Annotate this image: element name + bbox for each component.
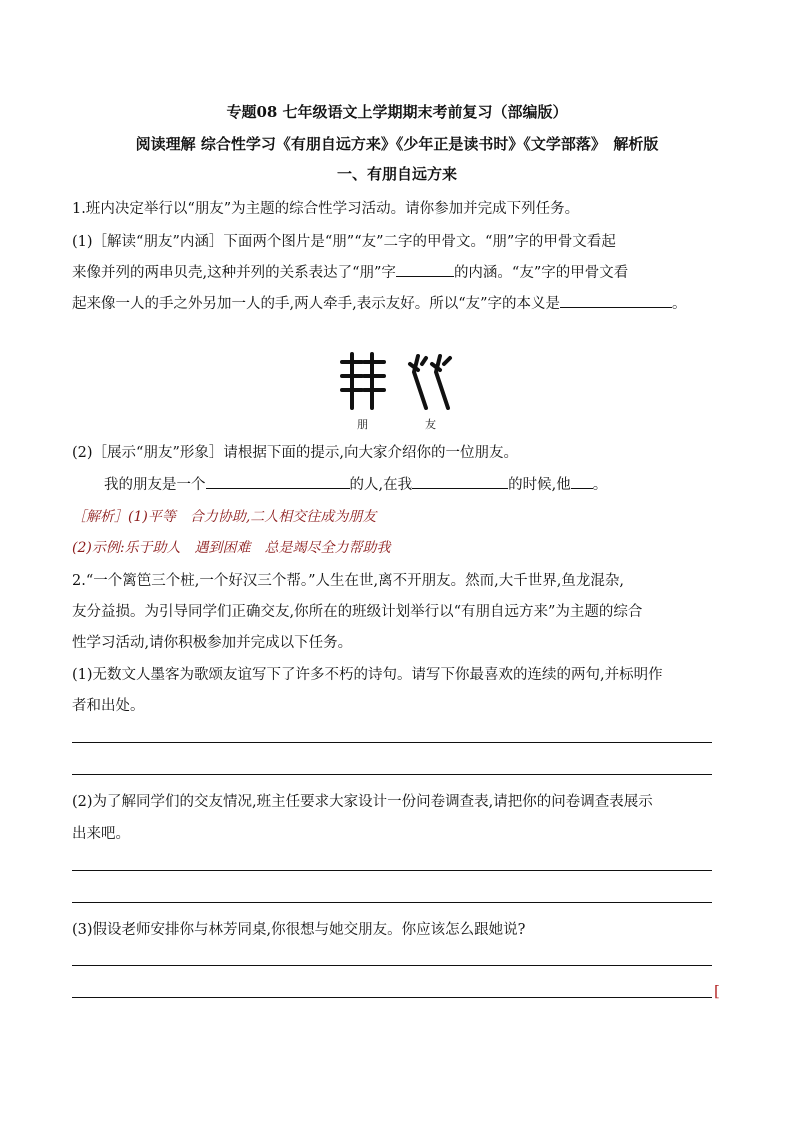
answer-line[interactable] <box>72 870 712 871</box>
q2-stem-line2: 友分益损。为引导同学们正确交友,你所在的班级计划举行以“有朋自远方来”为主题的综合 <box>72 604 643 620</box>
q1-sub1-line2 <box>72 261 628 282</box>
red-bracket: [ <box>714 982 720 1000</box>
q1-sub1-line2-a: 来像并列的两串贝壳,这种并列的关系表达了“朋”字 <box>72 265 396 281</box>
answer-line[interactable] <box>72 997 712 998</box>
q2-sub2-line1: (2)为了解同学们的交友情况,班主任要求大家设计一份问卷调查表,请把你的问卷调查表展示 <box>72 794 653 810</box>
q2-sub2-line2: 出来吧。 <box>72 826 130 842</box>
answer-blank-4[interactable] <box>412 473 508 489</box>
answer-line[interactable] <box>72 774 712 775</box>
oracle-bone-peng-image <box>338 350 388 410</box>
caption-you: 友 <box>425 418 436 431</box>
q1-sub2-c: 的时候,他 <box>508 477 571 493</box>
q1-sub1-line1: (1)［解读“朋友”内涵］下面两个图片是“朋”“友”二字的甲骨文。“朋”字的甲骨文看起 <box>72 234 616 250</box>
doc-title: 专题08 七年级语文上学期期末考前复习（部编版） <box>226 103 568 121</box>
answer-line[interactable] <box>72 742 712 743</box>
q1-stem: 1.班内决定举行以“朋友”为主题的综合性学习活动。请你参加并完成下列任务。 <box>72 201 580 217</box>
q2-sub1-line1: (1)无数文人墨客为歌颂友谊写下了许多不朽的诗句。请写下你最喜欢的连续的两句,并标明作 <box>72 667 663 683</box>
answer-analysis-1: ［解析］(1)平等 合力协助,二人相交往成为朋友 <box>72 509 377 525</box>
answer-blank-1[interactable] <box>396 261 454 277</box>
answer-line[interactable] <box>72 965 712 966</box>
caption-peng: 朋 <box>357 418 368 431</box>
q2-stem-line1: 2.“一个篱笆三个桩,一个好汉三个帮。”人生在世,离不开朋友。然而,大千世界,鱼龙混杂, <box>72 573 624 589</box>
answer-analysis-2: (2)示例:乐于助人 遇到困难 总是竭尽全力帮助我 <box>72 540 391 556</box>
q1-sub1-line3-b: 。 <box>672 296 687 312</box>
answer-blank-2[interactable] <box>560 292 672 308</box>
q1-sub2-a: 我的朋友是一个 <box>104 477 206 493</box>
q1-sub2-line2 <box>104 473 607 494</box>
q1-sub2-d: 。 <box>592 477 608 493</box>
q1-sub1-line3 <box>72 292 687 313</box>
oracle-bone-you-image <box>406 350 456 410</box>
q1-sub1-line2-b: 的内涵。“友”字的甲骨文看 <box>453 265 629 281</box>
q1-sub2-b: 的人,在我 <box>349 477 413 493</box>
answer-line[interactable] <box>72 902 712 903</box>
section-heading: 一、有朋自远方来 <box>336 165 457 183</box>
answer-blank-5[interactable] <box>571 473 593 489</box>
q2-sub3-line1: (3)假设老师安排你与林芳同桌,你很想与她交朋友。你应该怎么跟她说? <box>72 922 526 938</box>
q1-sub2-line1: (2)［展示“朋友”形象］请根据下面的提示,向大家介绍你的一位朋友。 <box>72 445 518 461</box>
q2-stem-line3: 性学习活动,请你积极参加并完成以下任务。 <box>72 635 353 651</box>
doc-subtitle: 阅读理解 综合性学习《有朋自远方来》《少年正是读书时》《文学部落》 解析版 <box>135 135 659 153</box>
answer-blank-3[interactable] <box>206 473 350 489</box>
q1-sub1-line3-a: 起来像一人的手之外另加一人的手,两人牵手,表示友好。所以“友”字的本义是 <box>72 296 561 312</box>
q2-sub1-line2: 者和出处。 <box>72 698 145 714</box>
